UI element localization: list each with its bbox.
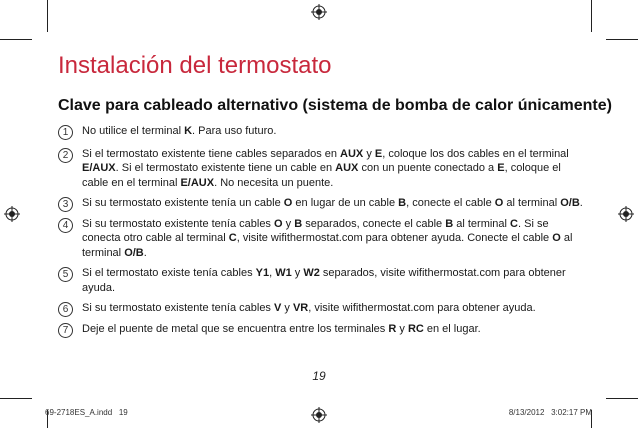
terminal-label: O/B bbox=[560, 197, 580, 209]
crop-mark bbox=[47, 0, 48, 32]
step-text-segment: Si su termostato existente tenía un cable bbox=[82, 197, 284, 209]
step-text-segment: Si el termostato existe tenía cables bbox=[82, 267, 256, 279]
terminal-label: W1 bbox=[275, 267, 292, 279]
step-text-segment: Si el termostato existente tiene cables separados en bbox=[82, 147, 341, 160]
step-text bbox=[82, 218, 572, 259]
step-text-segment: , visite wifithermostat.com para obtener ayuda. bbox=[308, 302, 536, 314]
crop-mark bbox=[0, 398, 32, 399]
step-text-segment: con un puente conectado a bbox=[358, 162, 498, 174]
step-item bbox=[58, 266, 588, 295]
step-text-segment: y bbox=[282, 217, 295, 230]
step-text-segment: al terminal bbox=[82, 232, 573, 259]
terminal-label: O bbox=[274, 217, 283, 230]
step-text-segment: separados, conecte el cable bbox=[302, 217, 446, 230]
step-text-segment: . bbox=[579, 197, 583, 209]
terminal-label: E bbox=[497, 162, 505, 174]
terminal-label: O bbox=[494, 197, 504, 209]
step-text-segment: . Para uso futuro. bbox=[192, 125, 277, 137]
step-text bbox=[82, 267, 566, 294]
step-item bbox=[58, 322, 588, 337]
step-text-segment: , coloque el cable en el terminal bbox=[82, 162, 561, 189]
step-number: 3 bbox=[58, 197, 73, 212]
step-number: 2 bbox=[58, 148, 73, 163]
terminal-label: O bbox=[552, 232, 561, 244]
page-number: 19 bbox=[312, 369, 326, 383]
step-item bbox=[58, 301, 588, 316]
step-number: 1 bbox=[58, 125, 73, 140]
footer-timestamp: 8/13/2012 3:02:17 PM bbox=[508, 408, 592, 417]
step-text bbox=[82, 323, 481, 335]
registration-mark-icon bbox=[618, 206, 634, 222]
step-text-segment: Si su termostato existente tenía cables bbox=[82, 217, 274, 230]
step-text-segment: en el lugar. bbox=[423, 322, 481, 335]
terminal-label: E/AUX bbox=[180, 176, 215, 189]
terminal-label: AUX bbox=[335, 162, 359, 174]
terminal-label: C bbox=[228, 232, 237, 244]
terminal-label: C bbox=[510, 217, 518, 230]
step-number: 5 bbox=[58, 267, 73, 282]
step-text-segment: al terminal bbox=[503, 197, 561, 209]
page-title: Instalación del termostato bbox=[58, 52, 332, 79]
terminal-label: O/B bbox=[124, 246, 144, 259]
terminal-label: RC bbox=[407, 322, 424, 335]
step-text-segment: No utilice el terminal bbox=[82, 125, 185, 137]
step-item bbox=[58, 196, 588, 211]
step-text-segment: , coloque los dos cables en el terminal bbox=[382, 147, 569, 160]
step-text-segment: . bbox=[143, 246, 147, 259]
terminal-label: V bbox=[274, 302, 282, 314]
step-text-segment: y bbox=[396, 322, 408, 335]
terminal-label: B bbox=[294, 217, 303, 230]
crop-mark bbox=[0, 39, 32, 40]
step-text-segment: separados, visite wifithermostat.com para obtener ayuda. bbox=[82, 267, 566, 294]
terminal-label: K bbox=[184, 125, 193, 137]
terminal-label: AUX bbox=[340, 147, 364, 160]
registration-mark-icon bbox=[4, 206, 20, 222]
step-number: 7 bbox=[58, 323, 73, 338]
step-item bbox=[58, 124, 588, 139]
step-text bbox=[82, 302, 536, 314]
wiring-steps-list bbox=[58, 124, 588, 336]
crop-mark bbox=[606, 398, 638, 399]
terminal-label: E/AUX bbox=[82, 162, 116, 174]
step-number: 6 bbox=[58, 302, 73, 317]
terminal-label: B bbox=[445, 217, 454, 230]
terminal-label: B bbox=[398, 197, 407, 209]
step-text-segment: y bbox=[363, 147, 375, 160]
crop-mark bbox=[591, 0, 592, 32]
registration-mark-icon bbox=[311, 407, 327, 423]
step-text-segment: al terminal bbox=[453, 217, 511, 230]
terminal-label: W2 bbox=[303, 267, 320, 279]
step-text-segment: . Si se conecta otro cable al terminal bbox=[82, 217, 549, 244]
step-item bbox=[58, 217, 588, 261]
footer-file-name: 69-2718ES_A.indd 19 bbox=[45, 408, 128, 417]
registration-mark-icon bbox=[311, 4, 327, 20]
step-text-segment: Deje el puente de metal que se encuentra entre los terminales bbox=[82, 322, 389, 335]
step-number: 4 bbox=[58, 218, 73, 233]
step-text-segment: , visite wifithermostat.com para obtener ayuda. Conecte el cable bbox=[236, 232, 553, 244]
step-text-segment: . Si el termostato existente tiene un cable en bbox=[115, 162, 336, 174]
step-text-segment: , bbox=[269, 267, 276, 279]
step-text-segment: y bbox=[291, 267, 304, 279]
step-text-segment: , conecte el cable bbox=[406, 197, 495, 209]
step-text-segment: . No necesita un puente. bbox=[214, 176, 334, 189]
step-text bbox=[82, 125, 276, 137]
terminal-label: R bbox=[388, 322, 397, 335]
step-text-segment: en lugar de un cable bbox=[292, 197, 399, 209]
section-heading: Clave para cableado alternativo (sistema de bomba de calor únicamente) bbox=[58, 97, 612, 114]
step-text bbox=[82, 148, 569, 189]
terminal-label: O bbox=[283, 197, 293, 209]
step-text-segment: y bbox=[281, 302, 293, 314]
terminal-label: Y1 bbox=[255, 267, 270, 279]
step-text-segment: Si su termostato existente tenía cables bbox=[82, 302, 274, 314]
step-text bbox=[82, 197, 583, 209]
step-item bbox=[58, 147, 588, 191]
crop-mark bbox=[606, 39, 638, 40]
terminal-label: VR bbox=[292, 302, 309, 314]
terminal-label: E bbox=[374, 147, 383, 160]
